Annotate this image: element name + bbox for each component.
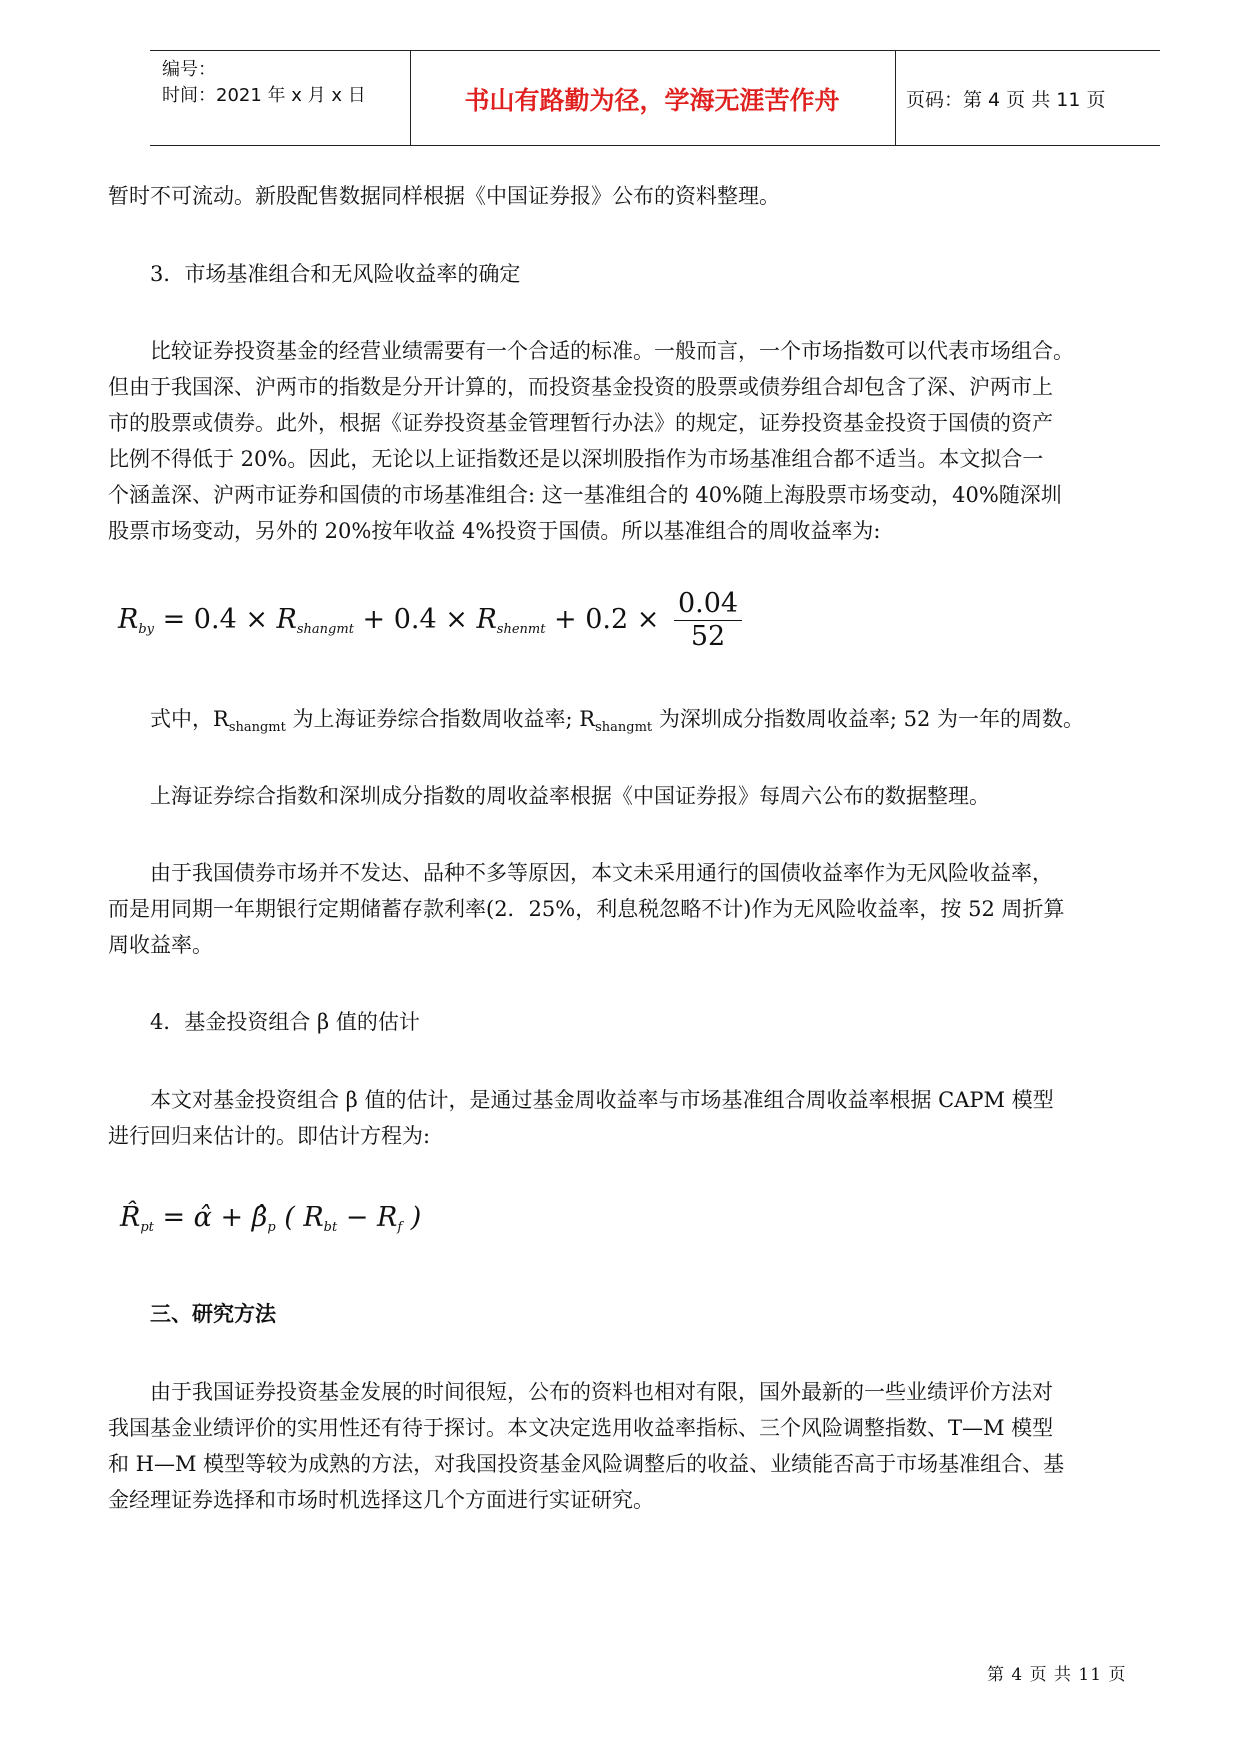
text-run: 为上海证券综合指数周收益率; R: [285, 707, 596, 731]
text-line: 比较证券投资基金的经营业绩需要有一个合适的标准。一般而言，一个市场指数可以代表市场组合。: [150, 339, 1074, 363]
formula-subscript: f: [397, 1220, 403, 1235]
header-divider: [895, 51, 896, 145]
paragraph: [108, 1374, 1220, 1518]
formula-fraction: [674, 588, 742, 653]
formula-term: ( R: [275, 1202, 324, 1233]
benchmark-formula: [118, 588, 742, 658]
text-line: 但由于我国深、沪两市的指数是分开计算的，而投资基金投资的股票或债券组合却包含了深、沪两市上: [108, 375, 1053, 399]
text-subscript: shangmt: [228, 720, 286, 735]
section-heading-3: [108, 256, 1241, 292]
text-line: 我国基金业绩评价的实用性还有待于探讨。本文决定选用收益率指标、三个风险调整指数、T—M 模型: [108, 1416, 1054, 1440]
paragraph: [108, 778, 1241, 814]
text-line: 金经理证券选择和市场时机选择这几个方面进行实证研究。: [108, 1488, 654, 1512]
formula-term: = 0.4 ×: [154, 604, 277, 635]
paragraph: [108, 178, 1220, 214]
page-header: [150, 50, 1160, 146]
section-title: 三、研究方法: [150, 1302, 276, 1326]
text-line: 上海证券综合指数和深圳成分指数的周收益率根据《中国证券报》每周六公布的数据整理。: [150, 784, 990, 808]
header-motto: 书山有路勤为径，学海无涯苦作舟: [464, 86, 840, 115]
capm-formula: [120, 1202, 421, 1233]
text-run: 为深圳成分指数周收益率; 52 为一年的周数。: [652, 707, 1084, 731]
section-heading-4: [108, 1004, 1241, 1040]
section-title: 3．市场基准组合和无风险收益率的确定: [150, 262, 521, 286]
formula-term: = α̂ + β̂: [153, 1202, 268, 1233]
text-line: 和 H—M 模型等较为成熟的方法，对我国投资基金风险调整后的收益、业绩能否高于市场基准组合、基: [108, 1452, 1065, 1476]
formula-subscript: shangmt: [296, 622, 354, 637]
paragraph: [108, 1082, 1220, 1154]
serial-label: 编号：: [162, 59, 216, 80]
formula-term: + 0.2 ×: [545, 604, 668, 635]
text-line: 个涵盖深、沪两市证券和国债的市场基准组合: 这一基准组合的 40%随上海股票市场变动，40%随深圳: [108, 483, 1062, 507]
section-heading: [108, 1296, 1241, 1332]
text-line: 市的股票或债券。此外，根据《证券投资基金管理暂行办法》的规定，证券投资基金投资于国债的资产: [108, 411, 1053, 435]
text-line: [150, 701, 1241, 737]
formula-subscript: by: [138, 622, 155, 637]
formula-subscript: p: [267, 1220, 276, 1235]
text-line: 比例不得低于 20%。因此，无论以上证指数还是以深圳股指作为市场基准组合都不适当。本文拟合一: [108, 447, 1044, 471]
header-meta: [162, 57, 366, 109]
paragraph: [108, 333, 1220, 549]
formula-term: ): [402, 1202, 422, 1233]
text-line: 本文对基金投资组合 β 值的估计，是通过基金周收益率与市场基准组合周收益率根据 CAPM 模型: [150, 1088, 1054, 1112]
text-line: 由于我国债券市场并不发达、品种不多等原因，本文未采用通行的国债收益率作为无风险收益率，: [150, 861, 1053, 885]
text-line: 股票市场变动，另外的 20%按年收益 4%投资于国债。所以基准组合的周收益率为:: [108, 519, 881, 543]
text-line: 进行回归来估计的。即估计方程为:: [108, 1124, 431, 1148]
text-line: 由于我国证券投资基金发展的时间很短，公布的资料也相对有限，国外最新的一些业绩评价方法对: [150, 1380, 1053, 1404]
formula-term: + 0.4 ×: [353, 604, 477, 635]
text-subscript: shangmt: [595, 720, 653, 735]
formula-subscript: pt: [140, 1220, 154, 1235]
formula-subscript: shenmt: [496, 622, 546, 637]
formula-symbol: R: [118, 604, 139, 635]
formula-term: − R: [337, 1202, 398, 1233]
formula-symbol: R̂: [120, 1202, 141, 1233]
time-label: 时间：2021 年 x 月 x 日: [162, 85, 366, 106]
text-line: 而是用同期一年期银行定期储蓄存款利率(2．25%，利息税忽略不计)作为无风险收益率，按 52 周折算: [108, 897, 1065, 921]
text-run: 式中，R: [150, 707, 229, 731]
formula-subscript: bt: [323, 1220, 338, 1235]
paragraph: [108, 701, 1241, 737]
formula-symbol: R: [476, 604, 497, 635]
header-divider: [410, 51, 411, 145]
text-line: 暂时不可流动。新股配售数据同样根据《中国证券报》公布的资料整理。: [108, 184, 780, 208]
fraction-denominator: 52: [690, 621, 726, 652]
page-footer: 第 4 页 共 11 页: [987, 1665, 1127, 1685]
section-title: 4．基金投资组合 β 值的估计: [150, 1010, 420, 1034]
paragraph: [108, 855, 1220, 963]
fraction-numerator: 0.04: [674, 588, 742, 621]
formula-symbol: R: [276, 604, 297, 635]
text-line: 周收益率。: [108, 933, 213, 957]
header-page-info: 页码：第 4 页 共 11 页: [906, 89, 1106, 111]
